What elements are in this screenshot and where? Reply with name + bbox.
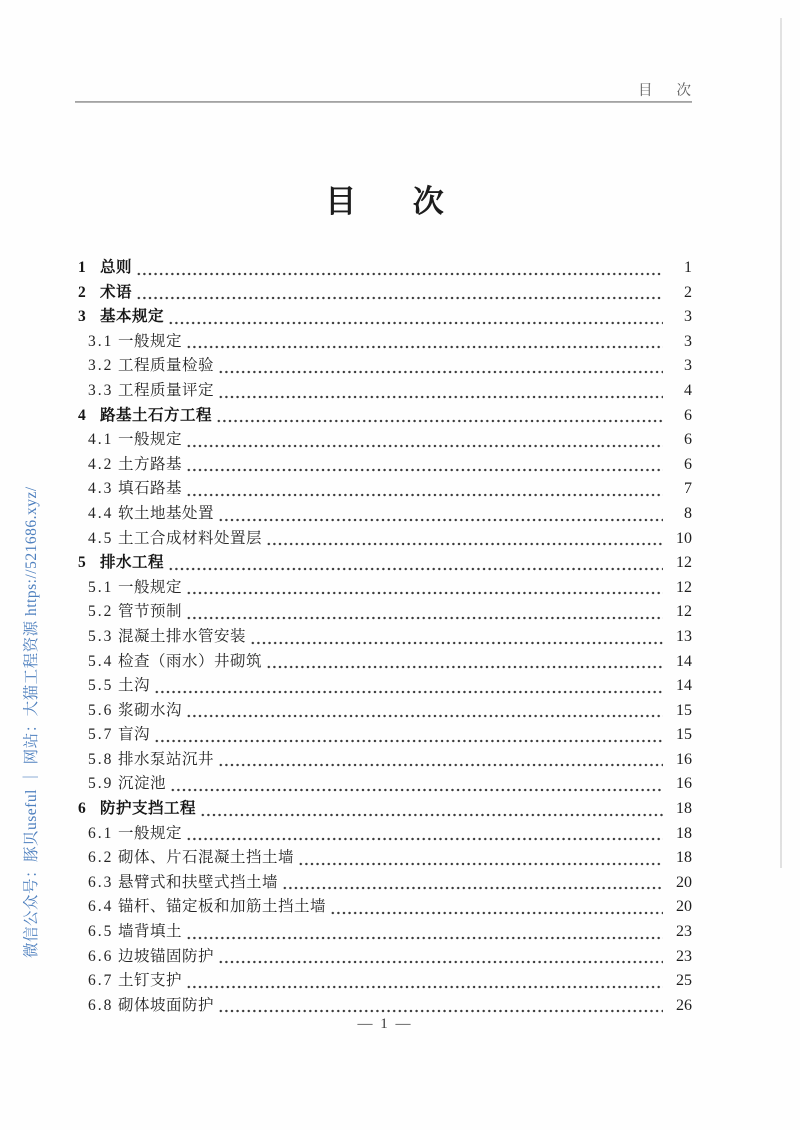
toc-entry-number: 5.1 bbox=[88, 578, 114, 596]
toc-entry-title: 土工合成材料处置层 bbox=[118, 529, 263, 547]
toc-entry-page: 13 bbox=[676, 627, 692, 645]
toc-leader-dots bbox=[186, 936, 663, 940]
toc-entry-title: 排水工程 bbox=[100, 554, 165, 572]
toc-entry-title: 工程质量检验 bbox=[118, 357, 215, 375]
running-header: 目 次 bbox=[637, 83, 692, 99]
toc-leader-dots bbox=[168, 321, 663, 325]
watermark-text: 微信公众号：豚贝useful ｜ 网站：大猫工程资源 https://521686.xyz/ bbox=[23, 486, 40, 958]
toc-leader-dots bbox=[200, 813, 663, 817]
toc-entry-number: 6.5 bbox=[88, 923, 114, 941]
toc-entry-title: 管节预制 bbox=[118, 603, 183, 621]
toc-entry-title: 一般规定 bbox=[118, 578, 183, 596]
toc-entry-number: 6.6 bbox=[88, 947, 114, 965]
toc-entry-number: 5.8 bbox=[88, 750, 114, 768]
toc-entry[interactable] bbox=[78, 477, 692, 502]
toc-entry-title: 基本规定 bbox=[100, 308, 165, 326]
toc-entry-title: 土钉支护 bbox=[118, 972, 183, 990]
toc-entry[interactable] bbox=[78, 600, 692, 625]
toc-entry-title: 检查（雨水）井砌筑 bbox=[118, 652, 263, 670]
toc-entry[interactable] bbox=[78, 674, 692, 699]
toc-entry[interactable] bbox=[78, 920, 692, 945]
toc-leader-dots bbox=[186, 714, 663, 718]
toc-leader-dots bbox=[218, 518, 663, 522]
toc-entry-page: 8 bbox=[684, 504, 692, 522]
toc-entry[interactable] bbox=[78, 650, 692, 675]
toc-entry-page: 6 bbox=[684, 455, 692, 473]
toc-entry[interactable] bbox=[78, 305, 692, 330]
toc-entry-page: 23 bbox=[676, 947, 692, 965]
toc-entry[interactable] bbox=[78, 256, 692, 281]
toc-entry[interactable] bbox=[78, 428, 692, 453]
toc-entry-number: 4.4 bbox=[88, 504, 114, 522]
toc-leader-dots bbox=[186, 468, 663, 472]
toc-entry-page: 1 bbox=[684, 259, 692, 276]
toc-entry-title: 墙背填土 bbox=[118, 923, 183, 941]
toc-entry-page: 10 bbox=[676, 529, 692, 547]
toc-entry[interactable] bbox=[78, 453, 692, 478]
toc-entry-page: 7 bbox=[684, 480, 692, 498]
toc-entry-page: 12 bbox=[676, 554, 692, 572]
toc-entry-title: 砌体、片石混凝土挡土墙 bbox=[118, 849, 295, 867]
toc-leader-dots bbox=[154, 739, 663, 743]
toc-entry-title: 一般规定 bbox=[118, 824, 183, 842]
toc-entry-number: 5.7 bbox=[88, 726, 114, 744]
toc-leader-dots bbox=[266, 665, 663, 669]
scan-page-edge bbox=[780, 18, 782, 868]
toc-entry-page: 15 bbox=[676, 701, 692, 719]
toc-entry-number: 3.1 bbox=[88, 332, 114, 350]
toc-leader-dots bbox=[186, 591, 663, 595]
toc-entry-title: 边坡锚固防护 bbox=[118, 947, 215, 965]
toc-entry-page: 18 bbox=[676, 824, 692, 842]
toc-entry[interactable] bbox=[78, 576, 692, 601]
toc-entry-title: 浆砌水沟 bbox=[118, 701, 183, 719]
toc-leader-dots bbox=[216, 419, 663, 423]
toc-entry-page: 25 bbox=[676, 972, 692, 990]
toc-entry[interactable] bbox=[78, 281, 692, 306]
toc-entry-page: 3 bbox=[684, 357, 692, 375]
toc-entry-number: 5.4 bbox=[88, 652, 114, 670]
toc-leader-dots bbox=[186, 837, 663, 841]
toc-entry-number: 1 bbox=[78, 259, 88, 276]
toc-entry[interactable] bbox=[78, 330, 692, 355]
toc-entry[interactable] bbox=[78, 748, 692, 773]
toc-entry-number: 5.6 bbox=[88, 701, 114, 719]
toc-entry[interactable] bbox=[78, 945, 692, 970]
toc-entry-number: 3.2 bbox=[88, 357, 114, 375]
toc-entry[interactable] bbox=[78, 822, 692, 847]
toc-entry-page: 6 bbox=[684, 431, 692, 449]
toc-entry-title: 盲沟 bbox=[118, 726, 151, 744]
toc-entry-page: 20 bbox=[676, 898, 692, 916]
toc-leader-dots bbox=[168, 567, 663, 571]
toc-entry[interactable] bbox=[78, 871, 692, 896]
toc-entry-page: 18 bbox=[676, 849, 692, 867]
toc-entry-page: 12 bbox=[676, 603, 692, 621]
page-title: 目 次 bbox=[325, 184, 445, 219]
toc-entry-page: 3 bbox=[684, 332, 692, 350]
toc-entry[interactable] bbox=[78, 502, 692, 527]
toc-entry[interactable] bbox=[78, 354, 692, 379]
toc-entry[interactable] bbox=[78, 723, 692, 748]
toc-entry-number: 6 bbox=[78, 800, 88, 818]
toc-entry-page: 3 bbox=[684, 308, 692, 326]
toc-entry-number: 3 bbox=[78, 308, 88, 326]
toc-leader-dots bbox=[218, 370, 663, 374]
toc-entry-number: 5.2 bbox=[88, 603, 114, 621]
toc-entry-title: 混凝土排水管安装 bbox=[118, 627, 247, 645]
toc-entry-number: 6.8 bbox=[88, 996, 114, 1014]
toc-entry-page: 2 bbox=[684, 283, 692, 301]
toc-entry-title: 填石路基 bbox=[118, 480, 183, 498]
toc-entry-page: 15 bbox=[676, 726, 692, 744]
toc-entry-number: 2 bbox=[78, 283, 88, 301]
toc-entry-title: 土方路基 bbox=[118, 455, 183, 473]
toc-entry-number: 5.3 bbox=[88, 627, 114, 645]
toc-list bbox=[78, 256, 692, 1018]
toc-entry-page: 16 bbox=[676, 775, 692, 793]
toc-entry[interactable] bbox=[78, 551, 692, 576]
toc-entry[interactable] bbox=[78, 379, 692, 404]
toc-entry[interactable] bbox=[78, 404, 692, 429]
toc-leader-dots bbox=[250, 641, 663, 645]
toc-entry-page: 18 bbox=[676, 800, 692, 818]
toc-entry-title: 一般规定 bbox=[118, 431, 183, 449]
toc-entry[interactable] bbox=[78, 527, 692, 552]
header-rule bbox=[75, 101, 692, 103]
toc-leader-dots bbox=[186, 616, 663, 620]
footer-page-number: — 1 — bbox=[357, 1016, 413, 1032]
toc-leader-dots bbox=[298, 862, 663, 866]
toc-entry-number: 5.9 bbox=[88, 775, 114, 793]
toc-entry-number: 6.4 bbox=[88, 898, 114, 916]
toc-leader-dots bbox=[218, 763, 663, 767]
toc-entry-page: 23 bbox=[676, 923, 692, 941]
toc-entry-number: 4.5 bbox=[88, 529, 114, 547]
toc-entry-page: 12 bbox=[676, 578, 692, 596]
toc-entry-number: 6.2 bbox=[88, 849, 114, 867]
toc-leader-dots bbox=[330, 911, 663, 915]
toc-entry-number: 5 bbox=[78, 554, 88, 572]
toc-leader-dots bbox=[170, 788, 663, 792]
toc-entry-title: 砌体坡面防护 bbox=[118, 996, 215, 1014]
toc-entry-page: 4 bbox=[684, 381, 692, 399]
toc-entry-number: 5.5 bbox=[88, 677, 114, 695]
toc-leader-dots bbox=[282, 886, 663, 890]
toc-entry-number: 4.3 bbox=[88, 480, 114, 498]
toc-entry[interactable] bbox=[78, 699, 692, 724]
toc-leader-dots bbox=[136, 296, 663, 300]
toc-entry-page: 26 bbox=[676, 996, 692, 1014]
toc-entry[interactable] bbox=[78, 969, 692, 994]
toc-entry-title: 排水泵站沉井 bbox=[118, 750, 215, 768]
toc-leader-dots bbox=[218, 1009, 663, 1013]
toc-entry-number: 6.7 bbox=[88, 972, 114, 990]
toc-leader-dots bbox=[186, 345, 663, 349]
toc-entry[interactable] bbox=[78, 895, 692, 920]
toc-leader-dots bbox=[218, 395, 663, 399]
toc-entry-title: 悬臂式和扶壁式挡土墙 bbox=[118, 873, 279, 891]
toc-entry[interactable] bbox=[78, 772, 692, 797]
toc-entry-title: 路基土石方工程 bbox=[100, 406, 213, 424]
toc-entry-number: 6.3 bbox=[88, 873, 114, 891]
toc-entry-page: 16 bbox=[676, 750, 692, 768]
toc-entry[interactable] bbox=[78, 994, 692, 1019]
toc-entry-number: 4.1 bbox=[88, 431, 114, 449]
toc-entry-title: 工程质量评定 bbox=[118, 381, 215, 399]
toc-entry-title: 一般规定 bbox=[118, 332, 183, 350]
toc-entry-number: 3.3 bbox=[88, 381, 114, 399]
toc-leader-dots bbox=[186, 493, 663, 497]
toc-entry-number: 6.1 bbox=[88, 824, 114, 842]
toc-entry-title: 防护支挡工程 bbox=[100, 800, 197, 818]
toc-entry-title: 锚杆、锚定板和加筋土挡土墙 bbox=[118, 898, 327, 916]
toc-leader-dots bbox=[266, 542, 663, 546]
toc-leader-dots bbox=[154, 690, 663, 694]
toc-leader-dots bbox=[136, 272, 663, 276]
toc-entry[interactable] bbox=[78, 846, 692, 871]
toc-entry-page: 6 bbox=[684, 406, 692, 424]
toc-entry[interactable] bbox=[78, 797, 692, 822]
toc-entry-title: 总则 bbox=[100, 259, 133, 276]
toc-entry-page: 14 bbox=[676, 677, 692, 695]
toc-leader-dots bbox=[186, 444, 663, 448]
toc-leader-dots bbox=[186, 985, 663, 989]
toc-entry[interactable] bbox=[78, 625, 692, 650]
toc-leader-dots bbox=[218, 960, 663, 964]
toc-entry-title: 沉淀池 bbox=[118, 775, 167, 793]
toc-entry-title: 术语 bbox=[100, 283, 133, 301]
toc-entry-number: 4.2 bbox=[88, 455, 114, 473]
toc-entry-page: 20 bbox=[676, 873, 692, 891]
toc-entry-title: 软土地基处置 bbox=[118, 504, 215, 522]
toc-entry-title: 土沟 bbox=[118, 677, 151, 695]
toc-entry-number: 4 bbox=[78, 406, 88, 424]
toc-entry-page: 14 bbox=[676, 652, 692, 670]
